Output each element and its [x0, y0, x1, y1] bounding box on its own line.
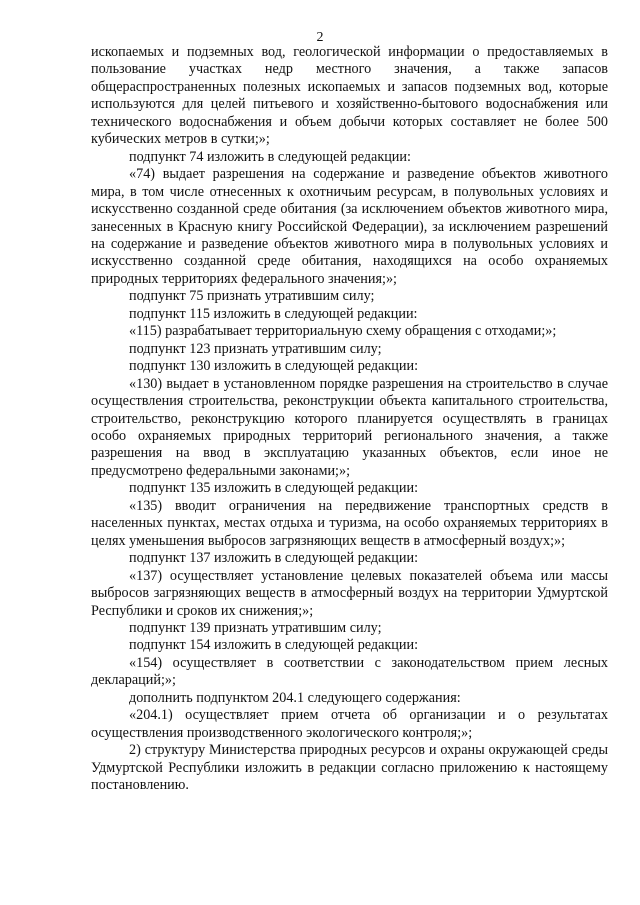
paragraph: подпункт 130 изложить в следующей редакции: — [129, 358, 419, 375]
paragraph: «115) разрабатывает территориальную схему обращения с отходами;»; — [129, 323, 557, 340]
paragraph: «137) осуществляет установление целевых показателей объема или массы выбросов загрязняющих веществ в атмосферный воздух на территории Удмуртской Республики и сроков их снижения;»; — [91, 567, 608, 619]
paragraph: «204.1) осуществляет прием отчета об организации и о результатах осуществления производственного экологического контроля;»; — [91, 707, 608, 741]
paragraph: 2) структуру Министерства природных ресурсов и охраны окружающей среды Удмуртской Республики изложить в редакции согласно приложению к настоящему постановлению. — [91, 742, 608, 794]
paragraph: подпункт 135 изложить в следующей редакции: — [129, 480, 419, 497]
paragraph: дополнить подпунктом 204.1 следующего содержания: — [129, 689, 461, 706]
paragraph: подпункт 137 изложить в следующей редакции: — [129, 550, 419, 567]
paragraph: подпункт 139 признать утратившим силу; — [129, 619, 382, 636]
page-number: 2 — [316, 30, 324, 45]
paragraph: «154) осуществляет в соответствии с законодательством прием лесных деклараций;»; — [91, 654, 608, 689]
paragraph: подпункт 75 признать утратившим силу; — [129, 288, 375, 305]
paragraph: «74) выдает разрешения на содержание и разведение объектов животного мира, в том числе отнесенных к охотничьим ресурсам, в полувольных условиях и искусственно созданной среде обитания (за исключением объектов животного мира, занесенных в Красную книгу Российской Федерации), за исключением разрешений на содержание и разведение объектов животного мира в полувольных условиях и искусственно созданной среде обитания, находящихся на особо охраняемых природных территориях федерального значения;»; — [91, 166, 608, 287]
paragraph: «135) вводит ограничения на передвижение транспортных средств в населенных пунктах, местах отдыха и туризма, на особо охраняемых территориях в целях уменьшения выбросов загрязняющих веществ в атмосферный воздух;»; — [91, 497, 608, 549]
paragraph: подпункт 74 изложить в следующей редакции: — [129, 148, 411, 165]
paragraph: подпункт 115 изложить в следующей редакции: — [129, 305, 418, 322]
paragraph: «130) выдает в установленном порядке разрешения на строительство в случае осуществления строительства, реконструкции объекта капитального строительства, строительство, реконструкцию которого планируется осуществлять в границах особо охраняемых природных территорий регионального значения, а также разрешения на ввод в эксплуатацию указанных объектов, если иное не предусмотрено федеральными законами;»; — [91, 375, 608, 479]
paragraph: подпункт 123 признать утратившим силу; — [129, 340, 382, 357]
paragraph-continuation: ископаемых и подземных вод, геологической информации о предоставляемых в пользование участках недр местного значения, а также запасов общераспространенных полезных ископаемых и запасов подземных вод, которые используются для целей питьевого и хозяйственно-бытового водоснабжения или технического водоснабжения и объем добычи которых составляет не более 500 кубических метров в сутки;»; — [91, 44, 608, 148]
document-body — [91, 44, 608, 794]
paragraph: подпункт 154 изложить в следующей редакции: — [129, 637, 419, 654]
